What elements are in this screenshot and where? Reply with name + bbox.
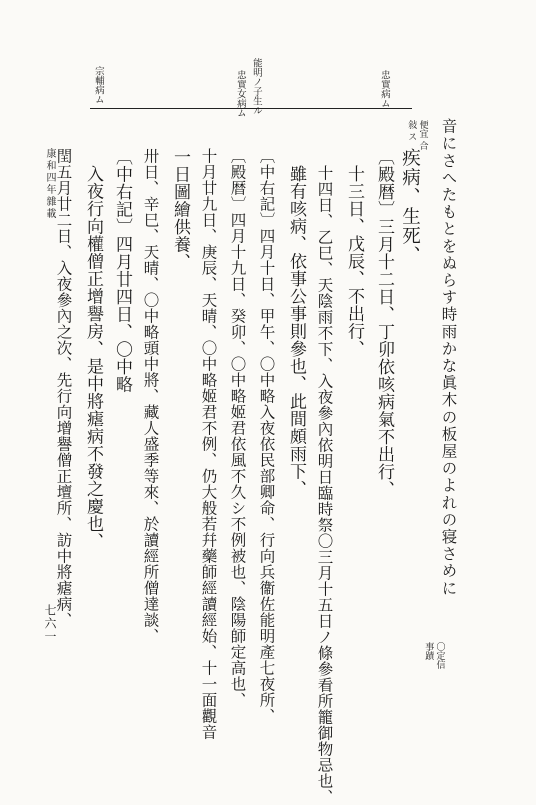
text-column: 入夜行向權僧正增譽房、是中將瘧病不發之慶也、 bbox=[83, 165, 103, 550]
text-column: 十月廿九日、庚辰、天晴、〇中略姬君不例、仍大般若幷藥師經讀經始、十一面觀音 bbox=[199, 148, 218, 740]
text-column: 十四日、乙巳、天陰雨不下、入夜參內依明日臨時祭〇三月十五日ノ條參看所籠御物忌也、 bbox=[315, 165, 334, 805]
text-column: 卅日、辛巳、天晴、〇中略頭中將、藏人盛季等來、於讀經所僧達談、 bbox=[141, 148, 160, 644]
header-note-2: 能明ノ子生ル bbox=[250, 58, 262, 115]
poem-line: 音にさへたもとをぬらす時雨かな眞木の板屋のよれの寝さめに bbox=[439, 118, 458, 597]
text-column: 閏五月廿二日、入夜參內之次、先行向增譽僧正壇所、訪中將瘧病、 bbox=[54, 148, 73, 628]
header-note-4: 宗輔病ム bbox=[92, 66, 104, 104]
text-column: 〔殿暦〕三月十二日、丁卯依咳病氣不出行、 bbox=[374, 148, 394, 498]
poem-note: 〇定信 事蹟 bbox=[423, 642, 445, 669]
header-note-1: 忠實病ム bbox=[378, 70, 390, 108]
header-note-3: 忠實女病ム bbox=[234, 70, 246, 118]
page-number: 七六一 bbox=[43, 604, 57, 643]
text-column: 十三日、戊辰、不出行、 bbox=[344, 165, 364, 358]
text-column: 雖有咳病、依事公事則參也、此間頗雨下、 bbox=[286, 165, 306, 498]
section-heading: 疾病、生死、 bbox=[399, 148, 421, 265]
text-column: 一日圖繪供養、 bbox=[170, 148, 190, 271]
text-column: 〔中右記〕四月十日、甲午、〇中略入夜依民部卿命、行向兵衞佐能明產七夜所、 bbox=[257, 148, 276, 724]
text-column: 〔殿暦〕四月十九日、癸卯、〇中略姬君依風不久シ不例被也、陰陽師定高也、 bbox=[228, 148, 247, 708]
running-head: 康和四年雜載 bbox=[44, 148, 55, 220]
text-column: 〔中右記〕四月廿四日、〇中略 bbox=[112, 148, 132, 393]
verse-note: 便宜 合 敍 ス bbox=[406, 120, 428, 150]
